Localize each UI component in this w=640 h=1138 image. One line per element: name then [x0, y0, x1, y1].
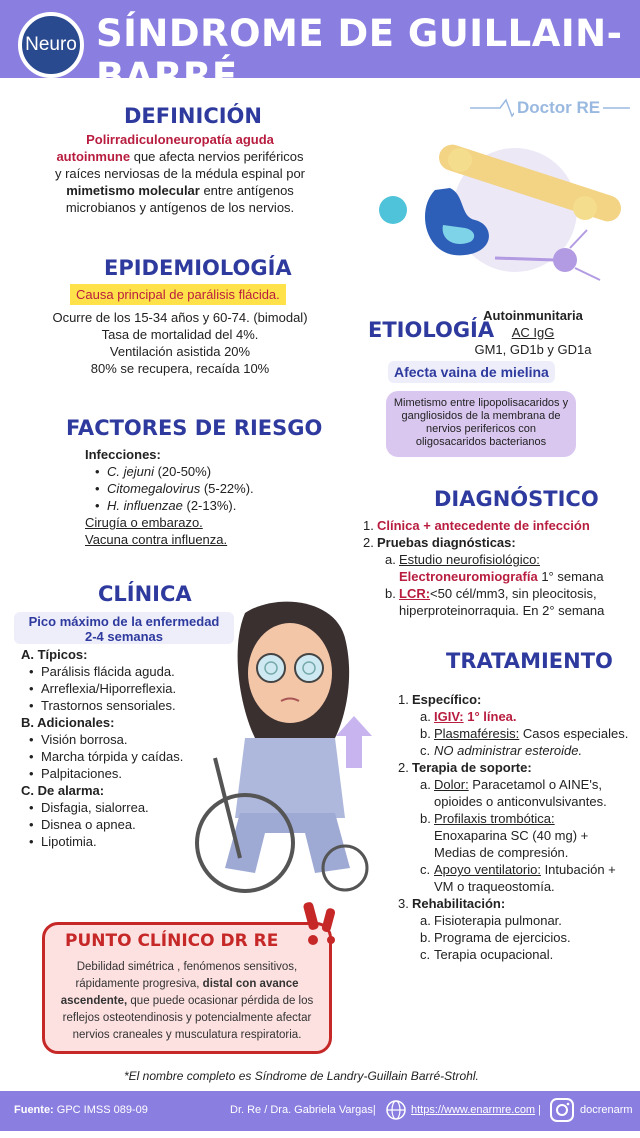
instagram-handle[interactable]: docrenarm	[580, 1104, 633, 1116]
arrow-up-icon	[336, 716, 372, 768]
trat-item-3a: a. Fisioterapia pulmonar.	[420, 913, 562, 928]
pathogen-pct: (2-13%).	[182, 498, 237, 513]
definicion-heading: DEFINICIÓN	[124, 104, 262, 128]
trat-item-3b: b. Programa de ejercicios.	[420, 930, 571, 945]
website-link[interactable]: https://www.enarmre.com	[411, 1104, 536, 1116]
diagnostico-list	[363, 517, 638, 619]
definicion-line: microbianos y antígenos de los nervios.	[65, 200, 295, 215]
diag-item-2b-line2: hiperproteinorraquia. En 2° semana	[399, 603, 605, 618]
infecciones-list	[93, 463, 335, 514]
trat-text: Terapia ocupacional.	[434, 947, 554, 962]
epidemiologia-lines	[30, 309, 330, 377]
etiologia-line: AC IgG	[511, 325, 555, 340]
header-bar	[0, 0, 640, 98]
trat-item-3: 3. Rehabilitación:	[398, 896, 506, 911]
page-title: SÍNDROME DE GUILLAIN-BARRÉ	[96, 12, 623, 98]
trat-text: Casos especiales.	[519, 726, 629, 741]
trat-term: Dolor:	[434, 777, 469, 792]
diag-term: Electroneuromiografía	[399, 569, 538, 584]
epidemiologia-highlight	[70, 286, 286, 304]
instagram-icon[interactable]	[549, 1097, 575, 1123]
fuente-text: GPC IMSS 089-09	[53, 1104, 148, 1116]
punto-text-part: que puede ocasionar pérdida de los	[127, 995, 314, 1007]
clinica-heading: CLÍNICA	[98, 582, 192, 606]
footer-autores: Dr. Re / Dra. Gabriela Vargas|	[230, 1104, 376, 1116]
pathogen-pct: (20-50%)	[153, 464, 212, 479]
trat-item-1a: a. IGIV: 1° línea.	[420, 709, 517, 724]
punto-text	[49, 959, 325, 1044]
trat-term: Profilaxis trombótica:	[434, 811, 555, 826]
tratamiento-heading: TRATAMIENTO	[446, 649, 613, 673]
diagnostico-heading: DIAGNÓSTICO	[434, 487, 599, 511]
punto-line: Debilidad simétrica , fenómenos sensitivos,	[76, 961, 298, 973]
list-item: • Palpitaciones.	[27, 765, 221, 782]
exclamation-svg	[298, 900, 344, 946]
trat-item-2c: c. Apoyo ventilatorio: Intubación +	[420, 862, 616, 877]
list-item: • Marcha tórpida y caídas.	[27, 748, 221, 765]
trat-text: Terapia de soporte:	[412, 760, 532, 775]
punto-line	[49, 993, 325, 1010]
trat-text: Programa de ejercicios.	[434, 930, 571, 945]
pathogen-name: H. influenzae	[107, 498, 183, 513]
punto-clinico-box	[42, 922, 332, 1054]
neuro-logo: Neuro	[18, 12, 84, 78]
trat-text: Intubación +	[540, 862, 616, 877]
definicion-text-part: que afecta nervios periféricos	[130, 149, 304, 164]
clinica-group: C. De alarma:	[21, 783, 105, 798]
instagram-svg	[549, 1097, 575, 1123]
trat-item-1: 1. Específico:	[398, 692, 482, 707]
trat-term: IGIV:	[434, 709, 464, 724]
brand-label: Doctor RE	[514, 98, 603, 118]
diag-text: Clínica + antecedente de infección	[377, 518, 590, 533]
factores-line: Infecciones:	[85, 447, 161, 462]
epidemiologia-line: Ocurre de los 15-34 años y 60-74. (bimodal)	[52, 310, 308, 325]
neuron-gut-illustration	[365, 130, 635, 290]
factores-heading: FACTORES DE RIESGO	[66, 416, 323, 440]
list-item: • Disnea o apnea.	[27, 816, 221, 833]
list-item: • Arreflexia/Hiporreflexia.	[27, 680, 221, 697]
footer-fuente	[14, 1104, 148, 1116]
clinica-group: B. Adicionales:	[21, 715, 115, 730]
etiologia-bubble: Mimetismo entre lipopolisacaridos y gangliosidos de la membrana de nervios perifericos con oligosacaridos bacterianos	[386, 391, 576, 457]
definicion-text	[30, 131, 330, 216]
epidemiologia-heading: EPIDEMIOLOGÍA	[104, 256, 292, 280]
factores-line: Vacuna contra influenza.	[85, 532, 228, 547]
trat-item-2c-line2: VM o traqueostomía.	[434, 879, 555, 894]
pathogen-name: Citomegalovirus	[107, 481, 201, 496]
illustration-svg	[365, 130, 635, 290]
diag-text: <50 cél/mm3, sin pleocitosis,	[430, 586, 597, 601]
globe-icon	[385, 1099, 407, 1121]
punto-line: reflejos osteotendinosis y potencialmente afectar	[62, 1012, 312, 1024]
etiologia-info	[468, 307, 598, 358]
diag-text: Pruebas diagnósticas:	[377, 535, 516, 550]
list-item	[93, 480, 335, 497]
list-item: • Parálisis flácida aguda.	[27, 663, 221, 680]
doctor-re-brand	[470, 96, 630, 120]
etiologia-line: GM1, GD1b y GD1a	[474, 342, 592, 357]
epidemiologia-line: 80% se recupera, recaída 10%	[90, 361, 270, 376]
list-item: • Trastornos sensoriales.	[27, 697, 221, 714]
pathogen-name: C. jejuni	[107, 464, 154, 479]
trat-text: Específico:	[412, 692, 482, 707]
trat-item-2: 2. Terapia de soporte:	[398, 760, 532, 775]
trat-term: Apoyo ventilatorio:	[434, 862, 541, 877]
tratamiento-list	[398, 691, 638, 963]
diag-item-2b: b. LCR:<50 cél/mm3, sin pleocitosis,	[385, 586, 597, 601]
list-item	[93, 497, 335, 514]
definicion-line	[30, 148, 330, 165]
trat-text: Paracetamol o AINE's,	[468, 777, 602, 792]
pathogen-pct: (5-22%).	[200, 481, 254, 496]
diag-item-1: 1. Clínica + antecedente de infección	[363, 518, 590, 533]
definicion-term: mimetismo molecular	[66, 183, 200, 198]
arrow-up-svg	[336, 716, 372, 768]
punto-term: distal con avance	[202, 978, 299, 990]
clinica-group: A. Típicos:	[21, 647, 88, 662]
definicion-text-part: entre antígenos	[199, 183, 294, 198]
punto-line: nervios craneales y musculatura respiratoria.	[72, 1029, 302, 1041]
trat-text: Rehabilitación:	[412, 896, 506, 911]
punto-line	[49, 976, 325, 993]
trat-item-3c: c. Terapia ocupacional.	[420, 947, 554, 962]
diag-text: 1° semana	[537, 569, 604, 584]
footer-bar	[0, 1091, 640, 1131]
trat-item-1b: b. Plasmaféresis: Casos especiales.	[420, 726, 629, 741]
footer-sep: |	[535, 1104, 542, 1116]
factores-list	[85, 446, 335, 548]
list-item: • Disfagia, sialorrea.	[27, 799, 221, 816]
trat-item-2b-line2: Enoxaparina SC (40 mg) +	[434, 828, 589, 843]
trat-text: 1° línea.	[463, 709, 517, 724]
pico-line: Pico máximo de la enfermedad	[28, 614, 220, 629]
trat-text: NO administrar esteroide.	[434, 743, 583, 758]
fuente-label: Fuente:	[14, 1104, 54, 1116]
exclamation-icon	[298, 900, 344, 946]
etiologia-line: Autoinmunitaria	[483, 308, 583, 323]
punto-term: ascendente,	[60, 995, 128, 1007]
diag-item-2a-line2	[363, 568, 638, 585]
trat-text: Fisioterapia pulmonar.	[434, 913, 562, 928]
definicion-term: autoinmune	[56, 149, 131, 164]
diag-item-2a: a. Estudio neurofisiológico:	[385, 552, 540, 567]
diag-text: Estudio neurofisiológico:	[399, 552, 540, 567]
punto-heading: PUNTO CLÍNICO DR RE	[65, 931, 279, 951]
epidemiologia-line: Ventilación asistida 20%	[109, 344, 251, 359]
footer-url-wrap	[411, 1104, 541, 1116]
trat-item-2a-line2: opioides o anticonvulsivantes.	[434, 794, 607, 809]
globe-svg	[385, 1099, 407, 1121]
epidemiologia-line: Tasa de mortalidad del 4%.	[101, 327, 259, 342]
footnote: *El nombre completo es Síndrome de Landry-Guillain Barré-Strohl.	[124, 1069, 479, 1083]
list-item	[93, 463, 335, 480]
pico-line: 2-4 semanas	[84, 629, 164, 644]
highlight-text: Causa principal de parálisis flácida.	[70, 284, 286, 305]
trat-item-2b-line3: Medias de compresión.	[434, 845, 569, 860]
punto-text-part: rápidamente progresiva,	[75, 978, 203, 990]
trat-term: Plasmaféresis:	[434, 726, 520, 741]
vaina-pill: Afecta vaina de mielina	[388, 361, 555, 383]
trat-item-2a: a. Dolor: Paracetamol o AINE's,	[420, 777, 602, 792]
trat-item-1c: c. NO administrar esteroide.	[420, 743, 583, 758]
factores-line: Cirugía o embarazo.	[85, 515, 203, 530]
diag-item-2: 2. Pruebas diagnósticas:	[363, 535, 516, 550]
trat-item-2b: b. Profilaxis trombótica:	[420, 811, 555, 826]
diag-term: LCR:	[399, 586, 431, 601]
definicion-line: Polirradiculoneuropatía aguda	[86, 132, 274, 147]
etiologia-heading: ETIOLOGÍA	[368, 318, 495, 342]
list-item: • Lipotimia.	[27, 833, 221, 850]
definicion-line	[30, 182, 330, 199]
list-item: • Visión borrosa.	[27, 731, 221, 748]
definicion-line: y raíces nerviosas de la médula espinal por	[54, 166, 306, 181]
